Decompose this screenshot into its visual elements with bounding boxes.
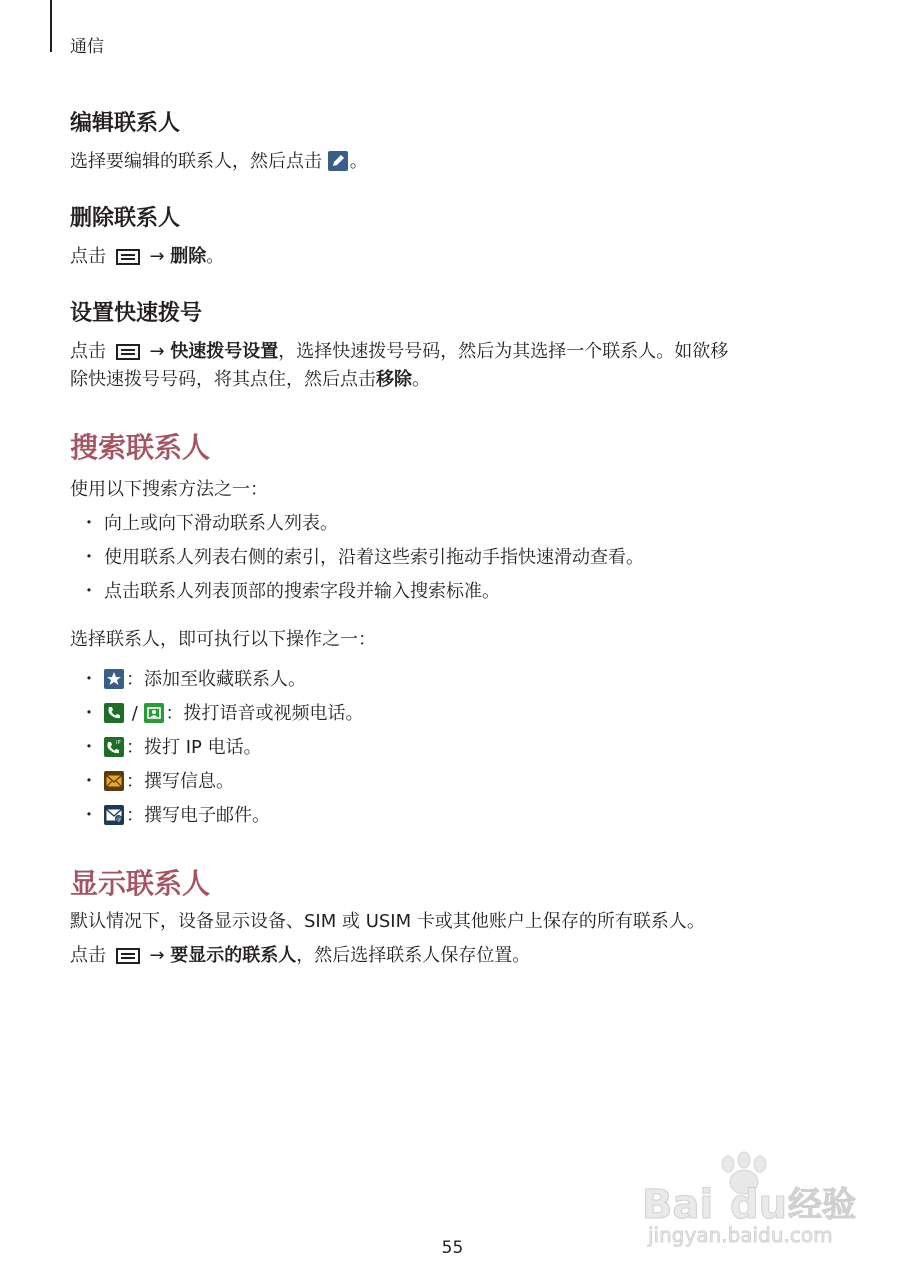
edit-contact-instruction: 选择要编辑的联系人，然后点击	[70, 151, 328, 172]
remove-option-label: 移除	[376, 368, 412, 390]
delete-pre: 点击	[70, 246, 112, 267]
bullet-dot: ・	[80, 513, 98, 534]
list-item	[70, 507, 644, 541]
watermark-brand: Bai	[642, 1182, 714, 1228]
header-rule	[50, 0, 52, 52]
search-contacts-heading: 搜索联系人	[70, 431, 211, 464]
bullet-dot: ・	[80, 703, 98, 724]
delete-contact-text	[70, 243, 224, 271]
svg-text:IP: IP	[116, 740, 121, 746]
display-contacts-heading: 显示联系人	[70, 867, 211, 900]
arrow: →	[143, 945, 171, 966]
display-post: ，然后选择联系人保存位置。	[296, 945, 531, 966]
baidu-jingyan-watermark	[640, 1150, 870, 1250]
svg-text:@: @	[116, 816, 122, 823]
list-item	[70, 765, 364, 799]
speed-dial-option-label: 快速拨号设置	[170, 341, 279, 362]
bullet-dot: ・	[80, 771, 98, 792]
edit-pencil-icon	[328, 151, 350, 172]
ip-call-action-text: ：拨打 IP 电话。	[126, 737, 262, 758]
video-call-icon	[144, 703, 166, 724]
delete-contact-heading: 删除联系人	[70, 206, 181, 231]
ip-call-icon	[104, 737, 126, 758]
menu-icon	[112, 341, 144, 362]
edit-contact-text	[70, 148, 368, 176]
list-item-text: 使用联系人列表右侧的索引，沿着这些索引拖动手指快速滑动查看。	[104, 547, 644, 568]
watermark-jingyan: 经验	[788, 1185, 856, 1225]
call-action-text: ：拨打语音或视频电话。	[165, 703, 364, 724]
list-item	[70, 731, 364, 765]
star-icon	[104, 669, 126, 690]
speed-dial-text	[70, 338, 840, 394]
menu-icon	[112, 945, 144, 966]
bullet-dot: ・	[80, 669, 98, 690]
select-contact-intro: 选择联系人，即可执行以下操作之一：	[70, 629, 376, 650]
message-icon	[104, 771, 126, 792]
bullet-dot: ・	[80, 547, 98, 568]
bullet-dot: ・	[80, 737, 98, 758]
edit-period: 。	[349, 151, 368, 172]
email-action-text: ：撰写电子邮件。	[126, 805, 270, 826]
speed-dial-period: 。	[412, 368, 430, 390]
slash-separator: /	[126, 703, 144, 724]
delete-period: 。	[206, 246, 225, 267]
list-item	[70, 663, 364, 697]
search-intro: 使用以下搜索方法之一：	[70, 479, 268, 500]
arrow: →	[143, 341, 171, 362]
speed-dial-pre: 点击	[70, 341, 112, 362]
contact-actions-list	[70, 663, 364, 833]
contacts-to-display-label: 要显示的联系人	[170, 945, 297, 966]
bullet-dot: ・	[80, 581, 98, 602]
list-item	[70, 541, 644, 575]
menu-icon	[112, 246, 144, 267]
message-action-text: ：撰写信息。	[126, 771, 234, 792]
display-contacts-text: 默认情况下，设备显示设备、SIM 或 USIM 卡或其他账户上保存的所有联系人。	[70, 911, 705, 932]
phone-icon	[104, 703, 126, 724]
email-icon	[104, 805, 126, 826]
watermark-brand2: du	[730, 1182, 788, 1228]
list-item	[70, 697, 364, 731]
list-item	[70, 575, 644, 609]
speed-dial-instruction: ，选择快速拨号号码，然后为其选择一个联系人。如欲移	[278, 341, 729, 362]
bullet-dot: ・	[80, 805, 98, 826]
arrow: →	[143, 246, 171, 267]
chapter-title: 通信	[70, 37, 104, 57]
display-pre: 点击	[70, 945, 112, 966]
favorite-action-text: ：添加至收藏联系人。	[126, 669, 306, 690]
list-item-text: 向上或向下滑动联系人列表。	[104, 513, 338, 534]
delete-option-label: 删除	[170, 246, 207, 267]
page-number: 55	[441, 1238, 464, 1258]
watermark-url: jingyan.baidu.com	[648, 1223, 833, 1247]
speed-dial-heading: 设置快速拨号	[70, 301, 203, 326]
list-item-text: 点击联系人列表顶部的搜索字段并输入搜索标准。	[104, 581, 500, 602]
speed-dial-instruction-2: 除快速拨号号码，将其点住，然后点击	[70, 368, 376, 390]
edit-contact-heading: 编辑联系人	[70, 111, 181, 136]
list-item	[70, 799, 364, 833]
display-contacts-instruction	[70, 942, 530, 970]
search-methods-list	[70, 507, 644, 609]
